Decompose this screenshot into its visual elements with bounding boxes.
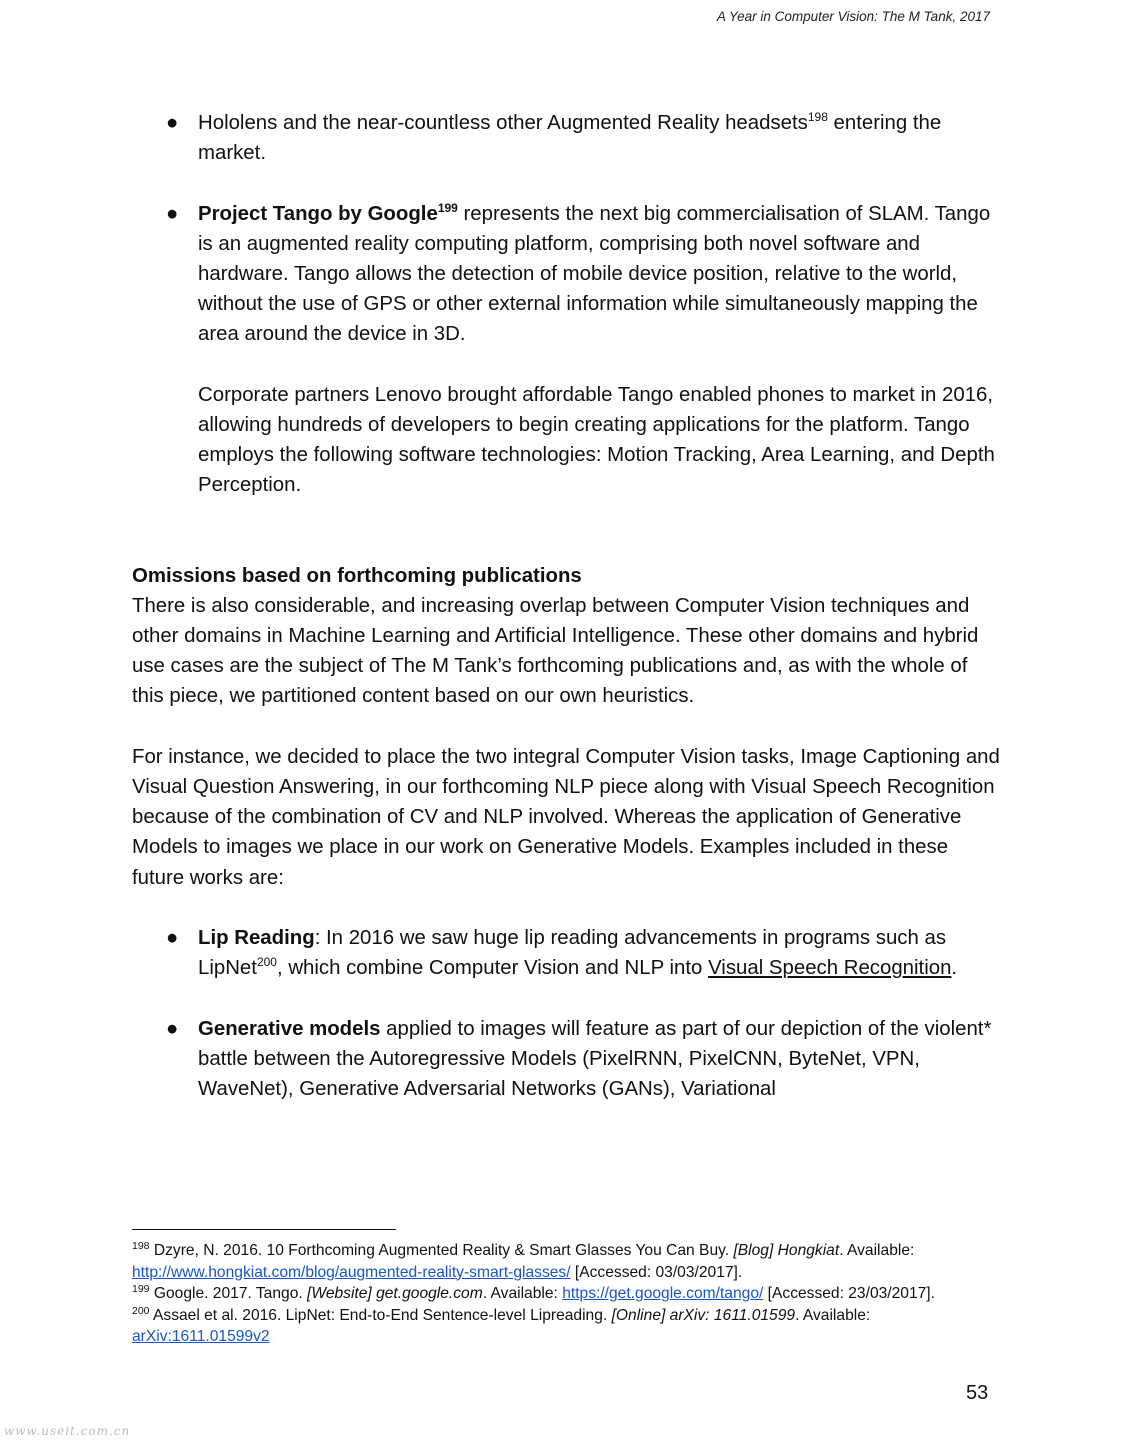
bullet-generative-models [132, 1014, 1002, 1105]
section-paragraph: For instance, we decided to place the two integral Computer Vision tasks, Image Captioning and Visual Question Answering, in our forthcoming NLP piece along with Visual Speech Recognition because of the combination of CV and NLP involved. Whereas the application of Generative Models to images we place in our work on Generative Models. Examples included in these future works are: [132, 745, 1000, 889]
footnote-ref-200[interactable]: 200 [256, 955, 277, 970]
bullet-dot: ● [166, 112, 179, 134]
bullet-text: , which combine Computer Vision and NLP into [276, 957, 709, 980]
bullet-dot: ● [166, 927, 179, 950]
section-paragraph: There is also considerable, and increasing overlap between Computer Vision techniques and other domains in Machine Learning and Artificial Intelligence. These other domains and hybrid use cases are the subject of The M Tank’s forthcoming publications and, as with the whole of this piece, we partitioned content based on our own heuristics. [132, 594, 979, 708]
running-header: A Year in Computer Vision: The M Tank, 2017 [716, 9, 990, 24]
page-body [132, 108, 1002, 1104]
bullet-text: applied to images will feature as part of our depiction of the violent* battle between the Autoregressive Models (PixelRNN, PixelCNN, ByteNet, VPN, WaveNet), Generative Adversarial Networks (GANs), Variational [198, 1017, 992, 1101]
footnotes [132, 1240, 992, 1348]
watermark: www.useit.com.cn [4, 1424, 131, 1438]
bullet-project-tango [132, 199, 1002, 501]
footnote-200: $^{200}$ Assael et al. 2016. LipNet: End-to-End Sentence-level Lipreading. [Online] arXiv: 1611.01599. Available: arXiv:1611.01599v2 [132, 1304, 871, 1345]
bullet-hololens [132, 108, 1002, 168]
footnote-divider [132, 1229, 396, 1230]
footnote-number: 199 [132, 1282, 150, 1295]
footnote-number: 200 [132, 1304, 150, 1317]
bullet-lip-reading [132, 923, 1002, 983]
bullet-bold-label: Lip Reading [198, 927, 315, 950]
bullet-text: : In 2016 we saw huge lip reading advancements in programs such as LipNet [198, 927, 947, 980]
visual-speech-recognition-link[interactable]: Visual Speech Recognition [708, 957, 952, 980]
footnote-ref-198[interactable]: 198 [807, 110, 828, 125]
bullet-text: represents the next big commercialisation of SLAM. Tango is an augmented reality computing platform, comprising both novel software and hardware. Tango allows the detection of mobile device position, relative to the world, without the use of GPS or other external information while simultaneously mapping the area around the device in 3D. [198, 202, 991, 346]
page-number: 53 [966, 1382, 989, 1404]
footnote-198: $^{198}$ Dzyre, N. 2016. 10 Forthcoming Augmented Reality & Smart Glasses You Can Buy. [Blog] Hongkiat. Available: http://www.hongkiat.com/blog/augmented-reality-smart-glasses/ [Accessed: 03/03/2017]. [132, 1239, 915, 1281]
bullet-text: entering the market. [198, 112, 942, 165]
bullet-paragraph: Corporate partners Lenovo brought affordable Tango enabled phones to market in 2016, allowing hundreds of developers to begin creating applications for the platform. Tango employs the following software technologies: Motion Tracking, Area Learning, and Depth Perception. [198, 383, 995, 497]
footnote-source: [Website] get.google.com [307, 1285, 483, 1302]
footnote-ref-199[interactable]: 199 [437, 200, 458, 215]
footnote-link[interactable]: arXiv:1611.01599v2 [132, 1328, 270, 1345]
bullet-text: . [951, 957, 958, 980]
footnote-number: 198 [132, 1239, 150, 1252]
bullet-text: Hololens and the near-countless other Augmented Reality headsets [198, 112, 808, 134]
bullet-dot: ● [166, 202, 179, 225]
footnote-source: [Online] arXiv: 1611.01599 [611, 1306, 796, 1324]
section-heading: Omissions based on forthcoming publications [132, 564, 582, 587]
footnote-link[interactable]: http://www.hongkiat.com/blog/augmented-reality-smart-glasses/ [132, 1263, 571, 1281]
footnote-link[interactable]: https://get.google.com/tango/ [562, 1285, 764, 1302]
bullet-bold-label: Project Tango by Google [198, 202, 438, 225]
footnote-199: $^{199}$ Google. 2017. Tango. [Website] get.google.com. Available: https://get.google.com/tango/ [Accessed: 23/03/2017]. [132, 1282, 935, 1302]
bullet-bold-label: Generative models [198, 1017, 381, 1040]
bullet-dot: ● [166, 1017, 179, 1040]
footnote-source: [Blog] Hongkiat [733, 1242, 840, 1259]
